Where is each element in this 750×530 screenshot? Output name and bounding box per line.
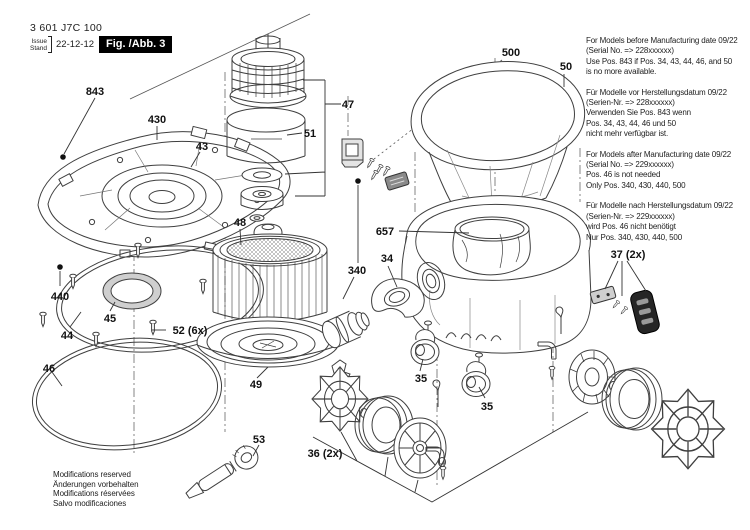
figure-badge: Fig. /Abb. 3: [99, 36, 172, 53]
wheel-set-right-drawing: [569, 350, 724, 469]
part-label-52: 52 (6x): [172, 325, 208, 337]
name-plate-drawing: [385, 172, 410, 191]
part-label-51: 51: [303, 128, 317, 140]
part-label-49: 49: [249, 379, 263, 391]
part-label-340: 340: [347, 265, 367, 277]
tub-500-drawing: [411, 62, 585, 209]
note-en-before: For Models before Manufacturing date 09/22 (Serial No. => 228xxxxxx) Use Pos. 843 if Pos. 34, 43, 44, 46, and 50 is no more available.: [586, 36, 738, 77]
part-label-53: 53: [252, 434, 266, 446]
part-label-440: 440: [50, 291, 70, 303]
part-label-45: 45: [103, 313, 117, 325]
drawing-header: [30, 22, 172, 53]
issue-bracket: [48, 36, 52, 53]
part-label-37: 37 (2x): [610, 249, 646, 261]
part-label-35-left: 35: [414, 373, 428, 385]
part-label-50: 50: [559, 61, 573, 73]
part-label-34: 34: [380, 253, 394, 265]
part-label-843: 843: [85, 86, 105, 98]
note-en-after: For Models after Manufacturing date 09/22 (Serial No. => 229xxxxxx) Pos. 46 is not needed Only Pos. 340, 430, 440, 500: [586, 149, 732, 190]
latch-drawing: [342, 139, 363, 167]
filter-cartridge-48-drawing: [213, 234, 327, 324]
tool-53-drawing: [181, 441, 262, 505]
pedal-screws-drawing: [612, 300, 628, 315]
part-label-48: 48: [233, 217, 247, 229]
part-label-47: 47: [341, 99, 355, 111]
issue-stand-label: Issue Stand: [30, 37, 47, 52]
part-label-430: 430: [147, 114, 167, 126]
part-label-657: 657: [375, 226, 395, 238]
float-cage-47-drawing: [230, 34, 306, 108]
note-de-before: Für Modelle vor Herstellungsdatum 09/22 (Serien-Nr. => 228xxxxxx) Verwenden Sie Pos. 843 wenn Pos. 34, 43, 44, 46 und 50 nicht mehr verfügbar ist.: [586, 87, 727, 139]
modifications-note: Modifications reserved Änderungen vorbehalten Modifications réservées Salvo modificaciones: [53, 470, 139, 508]
part-label-44: 44: [60, 330, 74, 342]
pedal-37-drawing: [629, 289, 661, 335]
note-de-after: Für Modelle nach Herstellungsdatum 09/22 (Serien-Nr. => 229xxxxxx) wird Pos. 46 nicht benötigt Nur Pos. 340, 430, 440, 500: [586, 201, 733, 242]
serial-number-notes: [586, 36, 748, 253]
part-label-43: 43: [195, 141, 209, 153]
caster-35-right-drawing: [462, 353, 490, 397]
type-number: 3 601 J7C 100: [30, 22, 103, 34]
dust-bag-657-drawing: [453, 217, 530, 275]
part-label-36: 36 (2x): [307, 448, 343, 460]
seal-ring-45-drawing: [103, 273, 161, 309]
part-label-35-right: 35: [480, 401, 494, 413]
filter-lid-49-drawing: [197, 317, 339, 367]
issue-date: 22-12-12: [56, 39, 95, 50]
pedal-plate-drawing: [590, 286, 616, 304]
part-label-46: 46: [42, 363, 56, 375]
part-label-500: 500: [501, 47, 521, 59]
tank-drawing: [402, 196, 591, 353]
